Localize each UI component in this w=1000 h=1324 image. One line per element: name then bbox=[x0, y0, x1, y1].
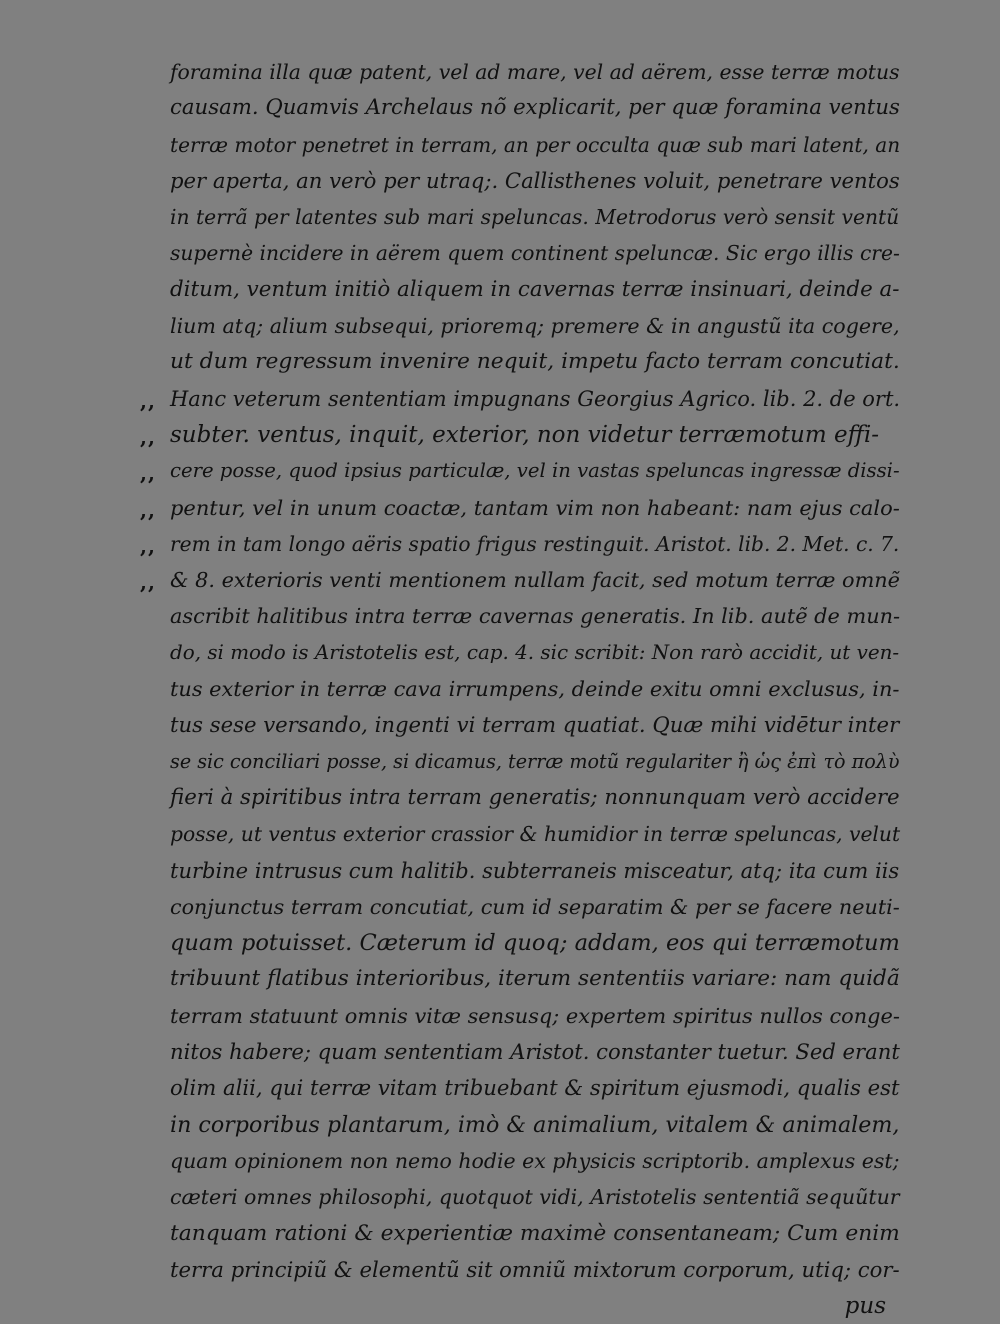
text-line bbox=[140, 635, 900, 671]
text-line bbox=[140, 562, 900, 598]
line-text: per aperta, an verò per utraq;. Callisthenes voluit, penetrare ventos bbox=[170, 167, 900, 193]
text-line bbox=[140, 1034, 900, 1070]
text-line bbox=[140, 1070, 900, 1106]
text-line bbox=[140, 598, 900, 634]
line-text: tus exterior in terræ cava irrumpens, deinde exitu omni exclusus, in- bbox=[170, 677, 900, 702]
line-text: terra principiũ & elementũ sit omniũ mixtorum corporum, utiq; cor- bbox=[170, 1256, 900, 1282]
line-text: ditum, ventum initiò aliquem in cavernas terræ insinuari, deinde a- bbox=[170, 276, 900, 302]
line-text: terram statuunt omnis vitæ sensusq; expertem spiritus nullos conge- bbox=[170, 1003, 900, 1028]
quotation-mark: ,, bbox=[140, 388, 156, 413]
text-line bbox=[140, 417, 900, 453]
line-text: ascribit halitibus intra terræ cavernas generatis. In lib. autẽ de mun- bbox=[170, 604, 901, 629]
text-line bbox=[140, 308, 900, 344]
text-line bbox=[140, 199, 900, 235]
line-text: pentur, vel in unum coactæ, tantam vim non habeant: nam ejus calo- bbox=[170, 495, 900, 520]
line-text: subter. ventus, inquit, exterior, non videtur terræmotum effi- bbox=[170, 421, 879, 448]
catchword: pus bbox=[844, 1293, 886, 1320]
text-line bbox=[140, 163, 900, 199]
quotation-mark: ,, bbox=[140, 461, 156, 486]
catchword-line bbox=[140, 1288, 900, 1324]
text-line bbox=[140, 671, 900, 707]
line-text: foramina illa quæ patent, vel ad mare, vel ad aërem, esse terræ motus bbox=[170, 60, 900, 84]
text-line bbox=[140, 1179, 900, 1215]
text-line bbox=[140, 1252, 900, 1288]
line-text: quam potuisset. Cæterum id quoq; addam, eos qui terræmotum bbox=[170, 930, 900, 957]
line-text: turbine intrusus cum halitib. subterraneis misceatur, atq; ita cum iis bbox=[170, 857, 900, 883]
text-line bbox=[140, 54, 900, 90]
quotation-mark: ,, bbox=[140, 497, 156, 522]
text-line bbox=[140, 1107, 900, 1143]
quotation-mark: ,, bbox=[140, 533, 156, 558]
text-line bbox=[140, 925, 900, 961]
line-text: olim alii, qui terræ vitam tribuebant & spiritum ejusmodi, qualis est bbox=[170, 1075, 900, 1101]
text-line bbox=[140, 780, 900, 816]
line-text: posse, ut ventus exterior crassior & humidior in terræ speluncas, velut bbox=[170, 822, 901, 847]
line-text: tribuunt flatibus interioribus, iterum sententiis variare: nam quidã bbox=[170, 966, 900, 992]
line-text: Hanc veterum sententiam impugnans Georgius Agrico. lib. 2. de ort. bbox=[170, 386, 901, 411]
line-text: ut dum regressum invenire nequit, impetu facto terram concutiat. bbox=[170, 349, 900, 375]
text-line bbox=[140, 744, 900, 780]
text-line bbox=[140, 235, 900, 271]
line-text: lium atq; alium subsequi, prioremq; premere & in angustũ ita cogere, bbox=[170, 314, 900, 339]
line-text: do, si modo is Aristotelis est, cap. 4. sic scribit: Non rarò accidit, ut ven- bbox=[170, 640, 900, 664]
text-line bbox=[140, 816, 900, 852]
text-line bbox=[140, 998, 900, 1034]
text-block bbox=[140, 54, 900, 1324]
line-text: in corporibus plantarum, imò & animalium, vitalem & animalem, bbox=[170, 1111, 900, 1138]
line-text: cere posse, quod ipsius particulæ, vel in vastas speluncas ingressæ dissi- bbox=[170, 459, 900, 483]
text-line bbox=[140, 381, 900, 417]
line-text: se sic conciliari posse, si dicamus, terræ motũ regulariter ἢ ὡς ἐπὶ τὸ πολὺ bbox=[170, 749, 900, 773]
text-line bbox=[140, 344, 900, 380]
line-text: fieri à spiritibus intra terram generatis; nonnunquam verò accidere bbox=[170, 784, 900, 810]
text-line bbox=[140, 272, 900, 308]
line-text: terræ motor penetret in terram, an per occulta quæ sub mari latent, an bbox=[170, 132, 901, 157]
line-text: cæteri omnes philosophi, quotquot vidi, Aristotelis sententiã sequũtur bbox=[170, 1185, 900, 1210]
line-text: supernè incidere in aërem quem continent speluncæ. Sic ergo illis cre- bbox=[170, 241, 900, 266]
quotation-mark: ,, bbox=[140, 570, 156, 595]
line-text: conjunctus terram concutiat, cum id separatim & per se facere neuti- bbox=[170, 894, 900, 919]
line-text: causam. Quamvis Archelaus nõ explicarit, per quæ foramina ventus bbox=[170, 95, 900, 121]
line-text: quam opinionem non nemo hodie ex physicis scriptorib. amplexus est; bbox=[170, 1148, 900, 1173]
line-text: tanquam rationi & experientiæ maximè consentaneam; Cum enim bbox=[170, 1220, 900, 1246]
text-line bbox=[140, 961, 900, 997]
text-line bbox=[140, 490, 900, 526]
text-line bbox=[140, 90, 900, 126]
text-line bbox=[140, 453, 900, 489]
text-line bbox=[140, 889, 900, 925]
text-line bbox=[140, 1216, 900, 1252]
line-text: tus sese versando, ingenti vi terram quatiat. Quæ mihi vidētur inter bbox=[170, 712, 900, 738]
text-line bbox=[140, 127, 900, 163]
text-line bbox=[140, 853, 900, 889]
line-text: nitos habere; quam sententiam Aristot. constanter tuetur. Sed erant bbox=[170, 1039, 900, 1065]
text-line bbox=[140, 526, 900, 562]
quotation-mark: ,, bbox=[140, 424, 156, 449]
line-text: & 8. exterioris venti mentionem nullam facit, sed motum terræ omnẽ bbox=[170, 568, 900, 593]
line-text: rem in tam longo aëris spatio frigus restinguit. Aristot. lib. 2. Met. c. 7. bbox=[170, 531, 900, 556]
text-line bbox=[140, 707, 900, 743]
line-text: in terrã per latentes sub mari speluncas. Metrodorus verò sensit ventũ bbox=[170, 205, 900, 230]
text-line bbox=[140, 1143, 900, 1179]
